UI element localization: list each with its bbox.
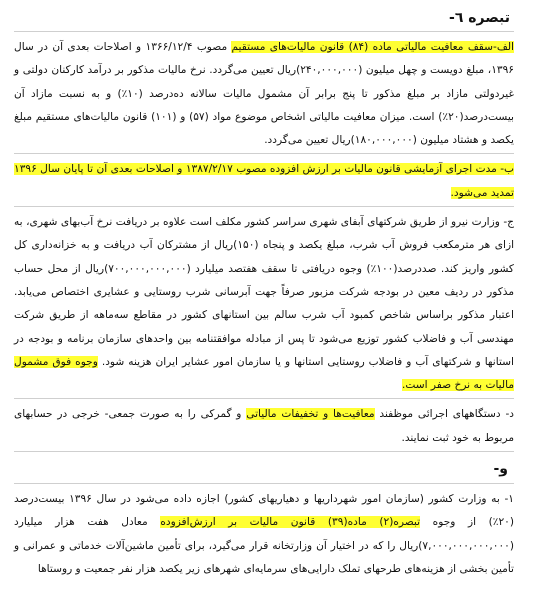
clause-dal-text-end: و گمرکی را به صورت جمعی- خرجی در حسابهای مربوط به خود ثبت نمایند. (14, 408, 514, 444)
clause-alef-highlight: سقف معافیت مالیاتی ماده (۸۴) قانون مالیات‌های مستقیم (231, 41, 494, 53)
clause-dal-text-start: د- دستگاههای اجرائی موظفند (379, 408, 514, 421)
clause-jim-highlight: وجوه فوق مشمول مالیات به نرخ صفر است. (14, 355, 514, 392)
clause-jim-text: ج- وزارت نیرو از طریق شرکتهای آبفای شهری سراسر کشور مکلف است علاوه بر دریافت نرخ آب‌بهای شهری، به ازای هر مترمکعب فروش آب شرب، مبلغ یکصد و پنجاه (۱۵۰)ریال از مشترکان آب دریافت و به خزانه‌داری کل کشور واریز کند. صددرصد(۱۰۰٪) وجوه دریافتی تا سقف هفتصد میلیارد (۷۰۰,۰۰۰,۰۰۰,۰۰۰)ریال از محل حساب مذکور در ردیف معین در بودجه شرکت مزبور صرفاً جهت آبرسانی شرب روستایی و عشایری اختصاص می‌یابد. اعتبار مذکور براساس شاخص کمبود آب شرب سالم بین استانهای کشور در مقاطع سه‌ماهه از طریق شرکت مهندسی آب و فاضلاب کشور توزیع می‌شود تا پس از مبادله موافقتنامه بین واحدهای سازمان برنامه و بودجه در استانها و شرکتهای آب و فاضلاب روستایی استانها و یا سازمان امور عشایر ایران هزینه شود. (14, 216, 515, 368)
section-title: تبصره ٦- (449, 10, 510, 26)
clause-alef-text: مصوب ۱۳۶۶/۱۲/۴ و اصلاحات بعدی آن در سال ۱۳۹۶، مبلغ دویست و چهل میلیون (۲۴۰,۰۰۰,۰۰۰)ریال تعیین می‌گردد. نرخ مالیات مذکور بر درآمد کارکنان دولتی و غیردولتی مازاد بر مبلغ مذکور تا پنج برابر آن مشمول مالیات سالانه ده‌درصد (۱۰٪) و به نسبت مازاد آن بیست‌درصد(۲۰٪) است. میزان معافیت مالیاتی اشخاص موضوع مواد (۵۷) و (۱۰۱) قانون مالیات‌های مستقیم مبلغ یکصد و هشتاد میلیون (۱۸۰,۰۰۰,۰۰۰)ریال تعیین می‌گردد. (14, 41, 515, 147)
clause-dal-highlight: معافیت‌ها و تخفیفات مالیاتی (246, 408, 375, 421)
title-divider (14, 31, 514, 32)
divider-be (14, 206, 514, 207)
divider-jim (14, 398, 514, 399)
clause-be (14, 158, 514, 205)
clause-jim (14, 211, 514, 397)
clause-dal (14, 403, 514, 450)
divider-alef (14, 153, 514, 154)
document-page (0, 6, 536, 607)
divider-vav (14, 483, 514, 484)
section-vav-heading: و- (493, 461, 508, 478)
clause-vav-highlight: تبصره(۲) ماده(۳۹) قانون مالیات بر ارزش‌افزوده (160, 516, 421, 529)
clause-alef (14, 36, 514, 152)
clause-vav-text-end: معادل هفت هزار میلیارد (۷,۰۰۰,۰۰۰,۰۰۰,۰۰۰)ریال را که در اختیار آن وزارتخانه قرار می‌گیرد، برای تأمین ماشین‌آلات خدماتی و عمرانی و تأمین بخشی از هزینه‌های طرحهای تملک دارایی‌های سرمایه‌ای شهرهای زیر یکصد هزار نفر جمعیت و روستاها (14, 516, 514, 575)
clause-vav-1 (14, 488, 514, 581)
clause-alef-label: الف- (493, 41, 514, 53)
divider-dal (14, 451, 514, 452)
clause-vav-text-start: ۱- به وزارت کشور (سازمان امور شهرداریها و دهیاریهای کشور) اجازه داده می‌شود در سال ۱۳۹۶ بیست‌درصد (۲۰٪) از وجوه (14, 493, 514, 529)
clause-be-highlight: ب- مدت اجرای آزمایشی قانون مالیات بر ارزش افزوده مصوب ۱۳۸۷/۲/۱۷ و اصلاحات بعدی آن تا پایان سال ۱۳۹۶ تمدید می‌شود. (14, 163, 515, 199)
